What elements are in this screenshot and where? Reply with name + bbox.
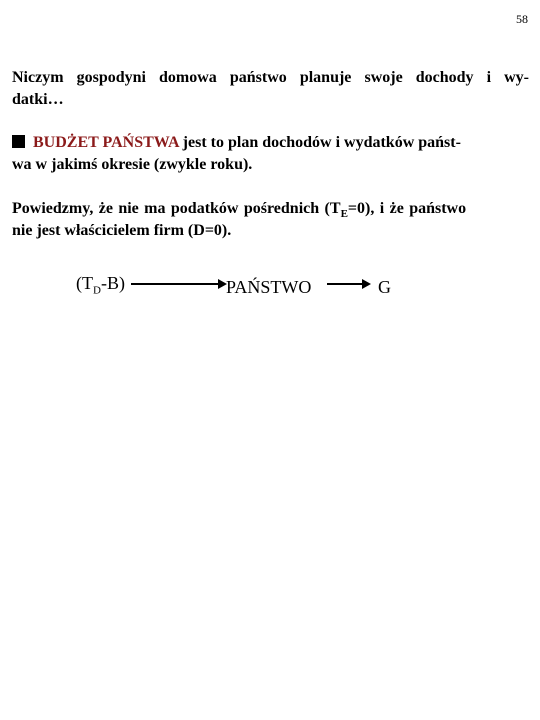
page-number: 58 xyxy=(516,12,528,26)
definition-paragraph xyxy=(12,132,529,176)
node-left-post: -B) xyxy=(100,273,125,293)
spending-node: G xyxy=(378,277,391,297)
definition-line-1 xyxy=(12,132,529,154)
arrow-right-icon xyxy=(131,279,227,289)
assumption-line-1 xyxy=(12,198,529,220)
intro-line-2: datki… xyxy=(12,91,64,108)
state-node: PAŃSTWO xyxy=(226,277,312,297)
assumption-line-2: nie jest właścicielem firm (D=0). xyxy=(12,222,232,239)
definition-line-2: wa w jakimś okresie (zwykle roku). xyxy=(12,156,253,173)
assumption-text-a: Powiedzmy, że nie ma podatków pośrednich (T xyxy=(12,200,341,217)
subscript-d: D xyxy=(93,284,101,297)
square-bullet-icon xyxy=(12,135,25,148)
definition-text: jest to plan dochodów i wydatków państ- xyxy=(178,134,461,151)
taxes-minus-transfers-node xyxy=(76,272,125,297)
arrow-head xyxy=(362,279,371,289)
intro-paragraph xyxy=(12,67,529,111)
arrow-shaft xyxy=(131,283,219,285)
budget-term: BUDŻET PAŃSTWA xyxy=(33,134,179,151)
arrow-shaft xyxy=(327,283,363,285)
assumption-text-b: =0), i że państwo xyxy=(347,200,467,217)
node-left-pre: (T xyxy=(76,273,93,293)
assumption-paragraph xyxy=(12,198,529,242)
flow-diagram xyxy=(0,268,540,308)
intro-line-1: Niczym gospodyni domowa państwo planuje swoje dochody i wy- xyxy=(12,69,529,86)
subscript-e: E xyxy=(340,208,348,221)
arrow-right-icon xyxy=(327,279,371,289)
